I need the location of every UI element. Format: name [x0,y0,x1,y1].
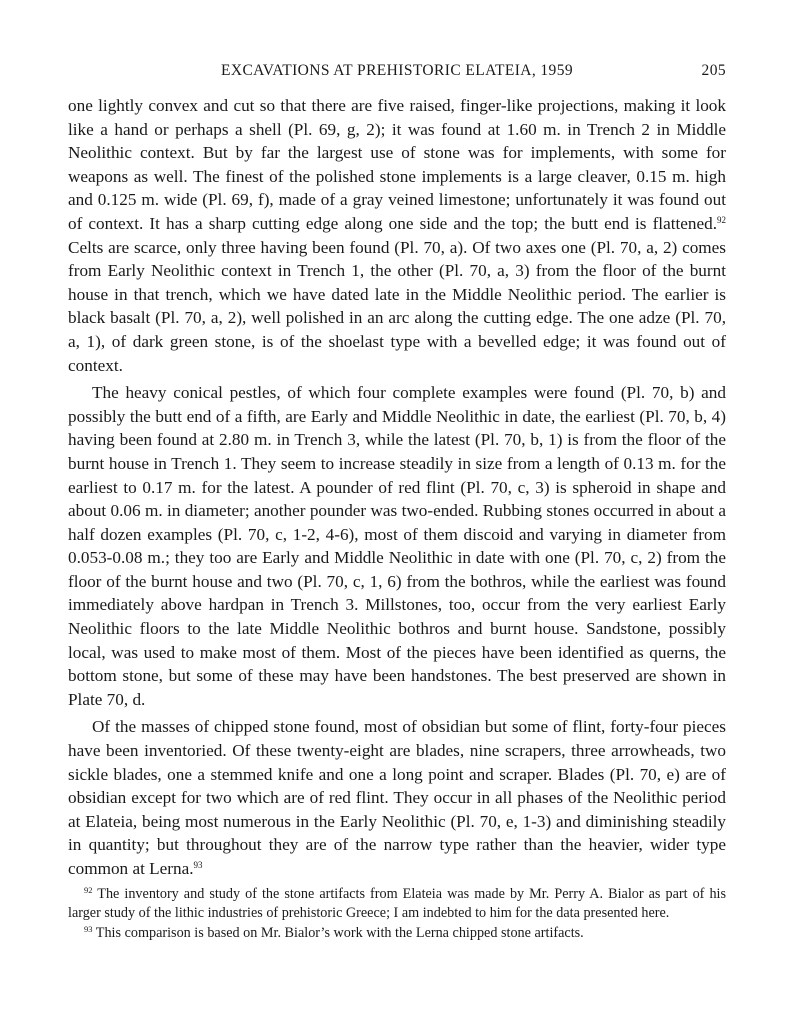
paragraph-3 [68,715,726,880]
paragraph-text: one lightly convex and cut so that there are five raised, finger-like projections, making it look like a hand or perhaps a shell (Pl. 69, g, 2); it was found at 1.60 m. in Trench 2 in Middle Neolithic context. But by far the largest use of stone was for implements, with some for weapons as well. The finest of the polished stone implements is a large cleaver, 0.15 m. high and 0.125 m. wide (Pl. 69, f), made of a gray veined limestone; unfortunately it was found out of context. It has a sharp cutting edge along one side and the top; the butt end is flattened. [68,96,726,233]
footnote-ref-92: 92 [717,214,726,225]
body-text [68,94,726,881]
footnotes [68,885,726,943]
running-title: EXCAVATIONS AT PREHISTORIC ELATEIA, 1959 [220,62,573,79]
paragraph-text: The heavy conical pestles, of which four complete examples were found (Pl. 70, b) and possibly the butt end of a fifth, are Early and Middle Neolithic in date, the earliest (Pl. 70, b, 4) having been found at 2.80 m. in Trench 3, while the latest (Pl. 70, b, 1) is from the floor of the burnt house in Trench 1. They seem to increase steadily in size from a length of 0.13 m. for the earliest to 0.17 m. for the latest. A pounder of red flint (Pl. 70, c, 3) is spheroid in shape and about 0.06 m. in diameter; another pounder was two-ended. Rubbing stones occurred in about a half dozen examples (Pl. 70, c, 1-2, 4-6), most of them discoid and varying in diameter from 0.053-0.08 m.; they too are Early and Middle Neolithic in date with one (Pl. 70, c, 2) from the floor of the burnt house and two (Pl. 70, c, 1, 6) from the bothros, while the earliest was found immediately above hardpan in Trench 3. Millstones, too, occur from the very earliest Early Neolithic floors to the late Middle Neolithic bothros and burnt house. Sandstone, possibly local, was used to make most of them. Most of the pieces have been identified as querns, the bottom stone, but some of these may have been handstones. The best preserved are shown in Plate 70, d. [68,383,726,709]
footnote-text: The inventory and study of the stone artifacts from Elateia was made by Mr. Perry A. Bialor as part of his larger study of the lithic industries of prehistoric Greece; I am indebted to him for the data presented here. [68,886,727,922]
footnote-text: This comparison is based on Mr. Bialor’s work with the Lerna chipped stone artifacts. [95,924,584,941]
footnote-number: 92 [84,885,93,895]
footnote-ref-93: 93 [193,860,203,870]
footnote-number: 93 [84,923,93,934]
paragraph-text: Of the masses of chipped stone found, most of obsidian but some of flint, forty-four pieces have been inventoried. Of these twenty-eight are blades, nine scrapers, three arrowheads, two sickle blades, one a stemmed knife and one a long point and scraper. Blades (Pl. 70, e) are of obsidian except for two which are of red flint. They occur in all phases of the Neolithic period at Elateia, being most numerous in the Early Neolithic (Pl. 70, e, 1-3) and diminishing steadily in quantity; but throughout they are of the narrow type rather than the heavier, wider type common at Lerna. [68,717,726,878]
paragraph-1 [68,94,726,377]
paragraph-text: Celts are scarce, only three having been found (Pl. 70, a). Of two axes one (Pl. 70, a, 2) comes from Early Neolithic context in Trench 1, the other (Pl. 70, a, 3) from the floor of the burnt house in that trench, which we have dated late in the Middle Neolithic period. The earlier is black basalt (Pl. 70, a, 2), well polished in an arc along the cutting edge. The one adze (Pl. 70, a, 1), of dark green stone, is of the shoelast type with a bevelled edge; it was found out of context. [68,237,726,375]
footnote-92 [68,885,726,924]
paragraph-2 [68,381,726,711]
footnote-93 [68,924,726,943]
page-number: 205 [701,62,726,79]
